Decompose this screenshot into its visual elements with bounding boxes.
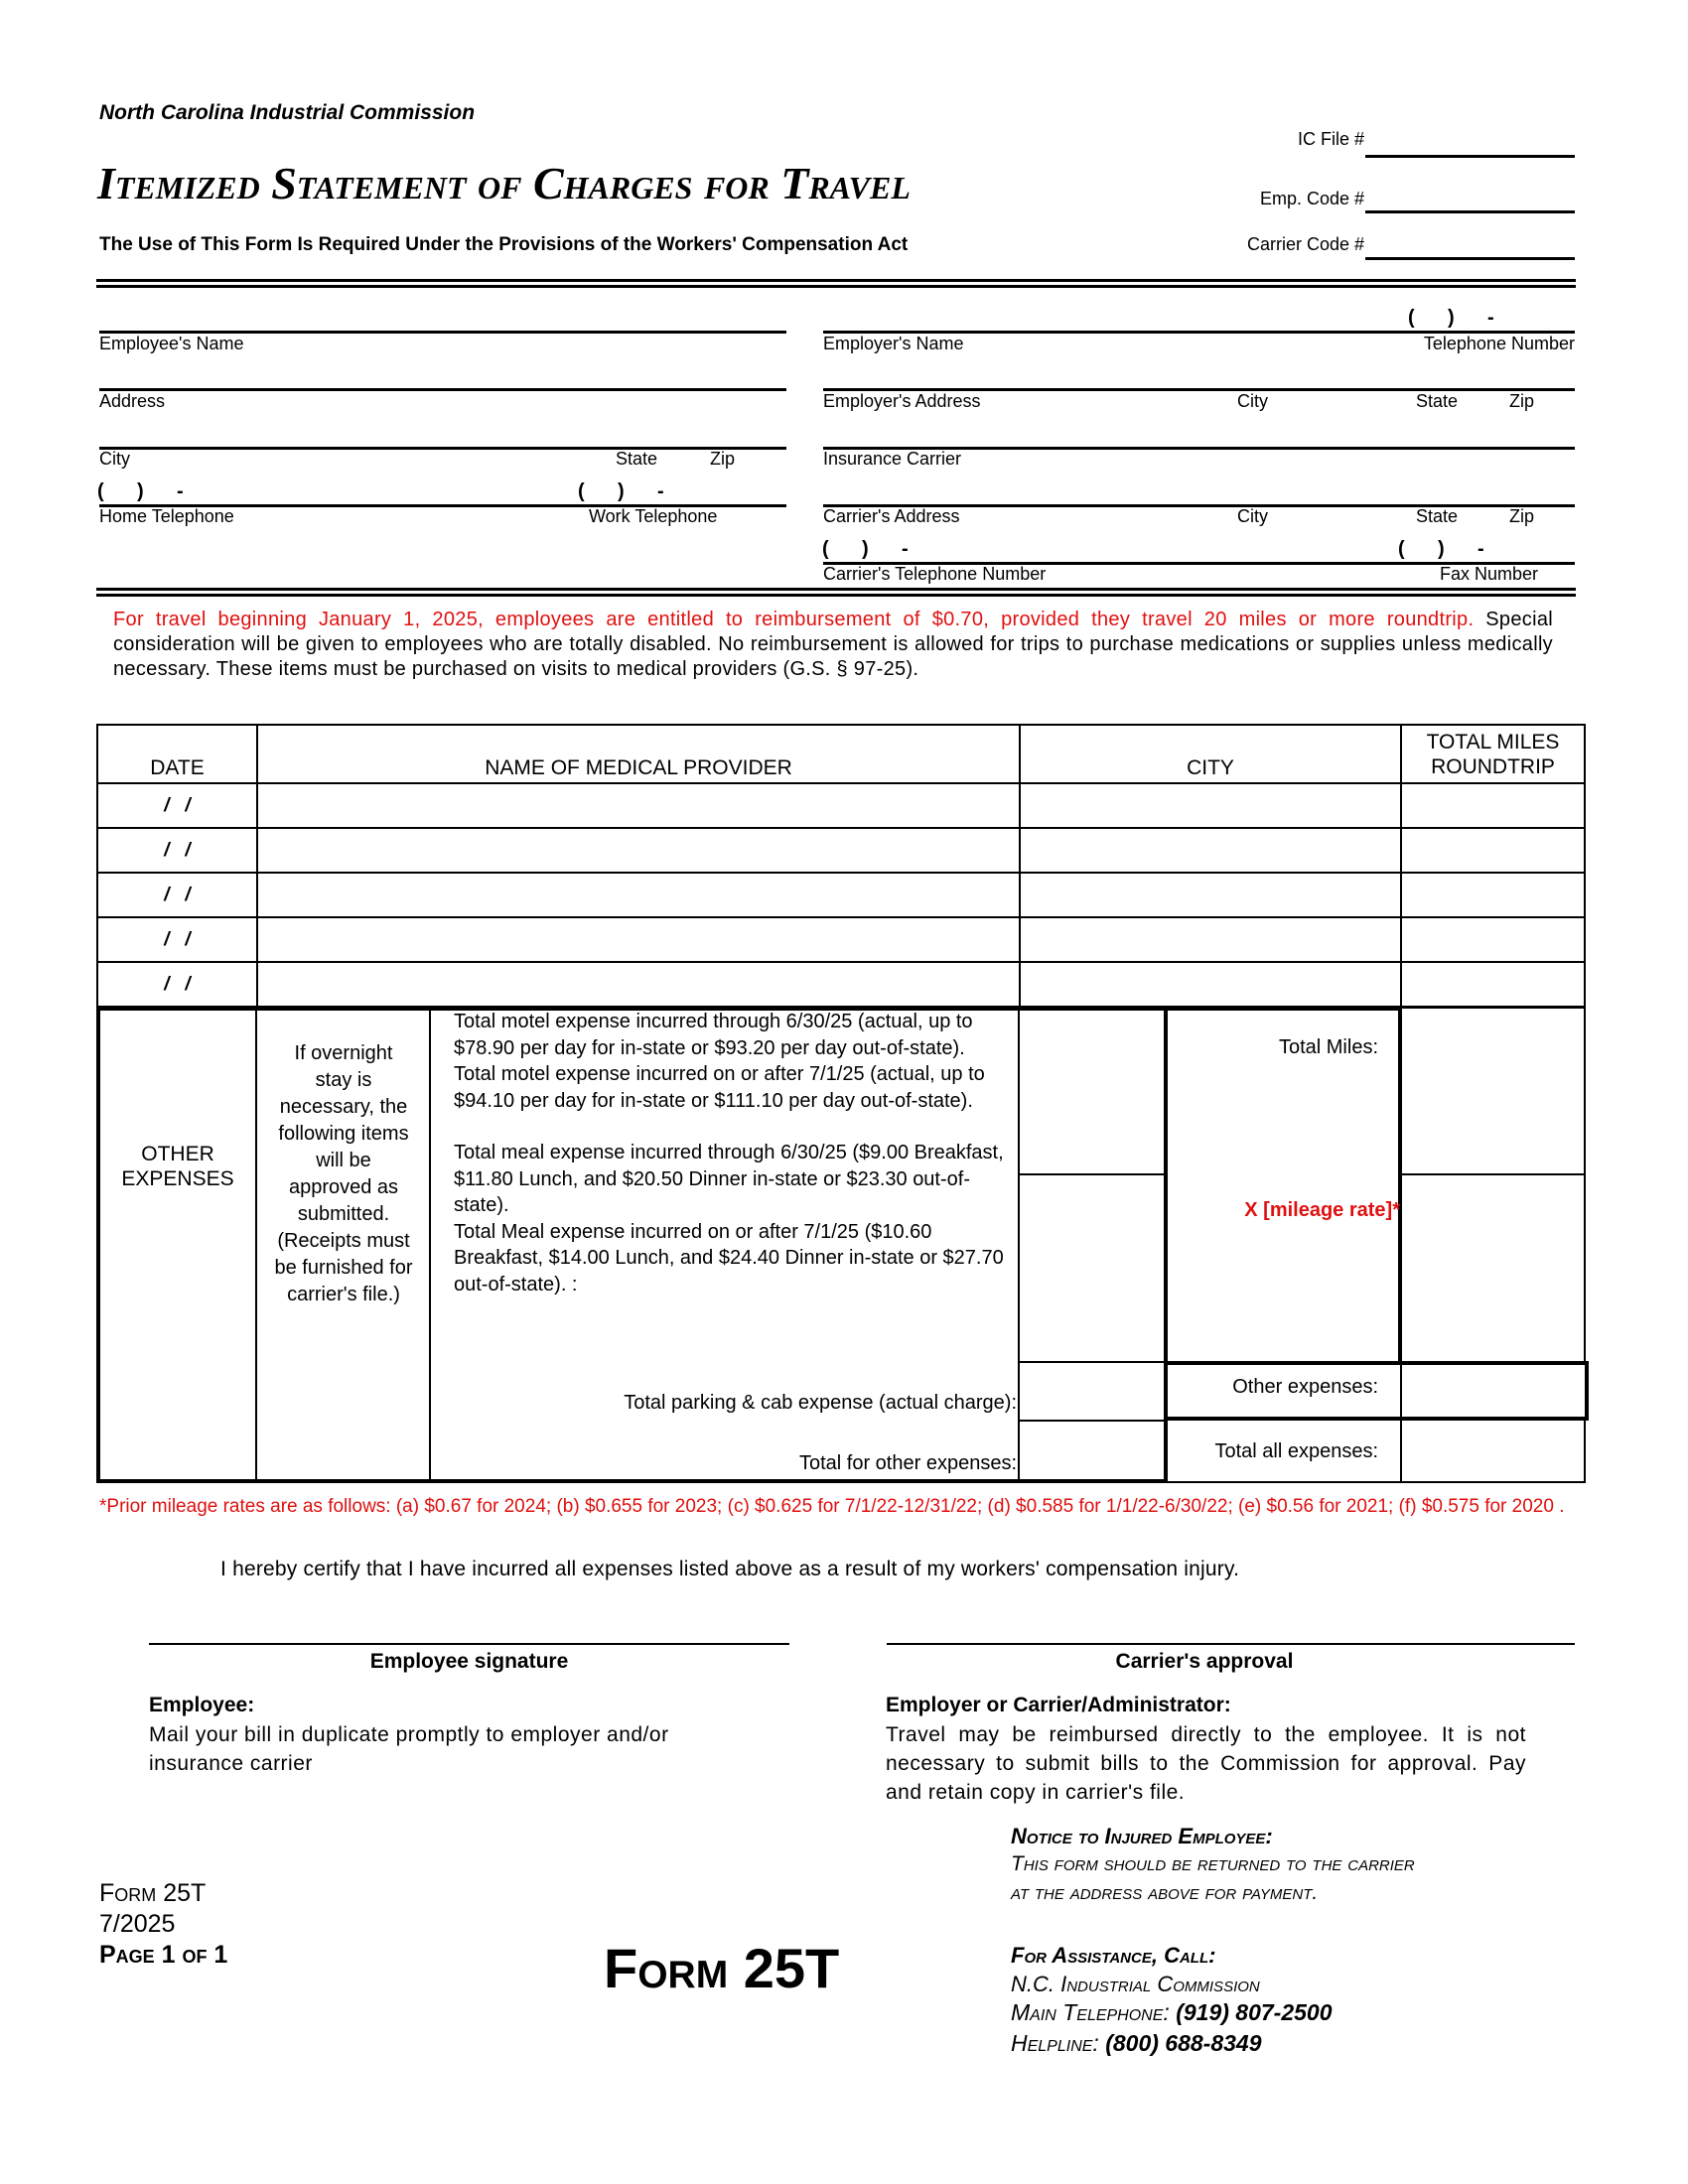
divider [96, 588, 1576, 591]
org-name: North Carolina Industrial Commission [99, 101, 476, 124]
header-city: CITY [1020, 725, 1401, 783]
reimbursement-conditions-text: Special consideration will be given to employees who are totally disabled. No reimbursement is allowed for trips to purchase medications or supplies unless medically necessary. These items must be purchased on visits to medical providers (G.S. § 97-25). [113, 609, 1553, 680]
form-number-large: Form 25T [604, 1937, 840, 1999]
header-date: DATE [97, 725, 257, 783]
reimbursement-rate-text: For travel beginning January 1, 2025, employees are entitled to reimbursement of $0.70, provided they travel 20 miles or more roundtrip. [113, 609, 1475, 630]
miles-input[interactable] [1401, 962, 1585, 1007]
carrier-zip-label: Zip [1509, 506, 1535, 526]
city-input[interactable] [1020, 783, 1401, 828]
main-telephone-label: Main Telephone: [1011, 1999, 1170, 2025]
overnight-note: If overnight stay is necessary, the following items will be approved as submitted. (Receipts must be furnished for carrier's file.) [274, 1042, 413, 1305]
page-title: Itemized Statement of Charges for Travel [97, 158, 911, 208]
total-miles-input[interactable] [1400, 1007, 1586, 1175]
total-all-label: Total all expenses: [1214, 1440, 1378, 1462]
provider-input[interactable] [257, 873, 1020, 917]
miles-input[interactable] [1401, 917, 1585, 962]
total-all-input[interactable] [1400, 1419, 1586, 1483]
employer-address-label: Employer's Address [823, 391, 981, 411]
divider [96, 285, 1576, 288]
main-telephone-number: (919) 807-2500 [1176, 1999, 1333, 2025]
employer-zip-label: Zip [1509, 391, 1535, 411]
page-number: Page 1 of 1 [99, 1941, 228, 1969]
employee-instructions-heading: Employee: [149, 1694, 255, 1716]
employer-name-label: Employer's Name [823, 334, 964, 353]
fax-number-label: Fax Number [1440, 564, 1539, 584]
carrier-approval-label: Carrier's approval [1115, 1650, 1294, 1673]
table-row [97, 783, 1585, 828]
employee-instructions: Mail your bill in duplicate promptly to employer and/or insurance carrier [149, 1723, 669, 1775]
employer-phone-mask: ( ) - [1408, 307, 1494, 329]
carrier-address-label: Carrier's Address [823, 506, 960, 526]
home-telephone-label: Home Telephone [99, 506, 234, 526]
meal-amount-input[interactable] [1018, 1173, 1168, 1363]
emp-code-input[interactable] [1365, 210, 1575, 213]
carrier-state-label: State [1416, 506, 1459, 526]
table-row [97, 828, 1585, 873]
parking-amount-input[interactable] [1018, 1361, 1168, 1422]
helpline [1011, 2030, 1262, 2057]
notice-body-2: at the address above for payment. [1011, 1881, 1319, 1904]
miles-label-box [1164, 1007, 1402, 1365]
subtitle: The Use of This Form Is Required Under the Provisions of the Workers' Compensation Act [99, 234, 909, 255]
employer-city-label: City [1237, 391, 1268, 411]
provider-input[interactable] [257, 828, 1020, 873]
employee-name-label: Employee's Name [99, 334, 244, 353]
city-input[interactable] [1020, 828, 1401, 873]
address-label: Address [99, 391, 166, 411]
other-expenses-total-input[interactable] [1400, 1361, 1586, 1421]
date-input[interactable]: / / [97, 783, 257, 828]
assistance-heading: For Assistance, Call: [1011, 1943, 1216, 1968]
table-row [97, 917, 1585, 962]
date-input[interactable]: / / [97, 962, 257, 1007]
work-telephone-label: Work Telephone [589, 506, 718, 526]
form-number: Form 25T [99, 1879, 207, 1907]
carrier-code-label: Carrier Code # [1246, 234, 1364, 254]
state-label: State [616, 449, 658, 469]
work-phone-mask: ( ) - [578, 480, 664, 502]
parking-label: Total parking & cab expense (actual charge): [624, 1392, 1017, 1414]
employee-signature-line[interactable] [149, 1643, 789, 1645]
provider-input[interactable] [257, 917, 1020, 962]
other-expenses-total-label: Other expenses: [1232, 1376, 1378, 1398]
home-phone-mask: ( ) - [97, 480, 184, 502]
employer-state-label: State [1416, 391, 1459, 411]
carrier-code-input[interactable] [1365, 257, 1575, 260]
mileage-amount-input[interactable] [1400, 1173, 1586, 1363]
address-input[interactable] [99, 388, 786, 391]
city-label: City [99, 449, 130, 469]
miles-input[interactable] [1401, 783, 1585, 828]
mileage-rate-label: X [mileage rate]* [1244, 1199, 1400, 1221]
fax-mask: ( ) - [1398, 538, 1484, 560]
ic-file-input[interactable] [1365, 155, 1575, 158]
meal-expense-1: Total meal expense incurred through 6/30/25 ($9.00 Breakfast, $11.80 Lunch, and $20.50 Dinner in-state or $23.30 out-of-state). [454, 1142, 1004, 1216]
insurance-carrier-label: Insurance Carrier [823, 449, 962, 469]
carrier-instructions-heading: Employer or Carrier/Administrator: [886, 1694, 1231, 1716]
other-expenses-label: OTHER EXPENSES [121, 1143, 234, 1190]
table-row [97, 873, 1585, 917]
employee-signature-label: Employee signature [369, 1650, 569, 1673]
carrier-phone-mask: ( ) - [822, 538, 909, 560]
prior-rates-footnote: *Prior mileage rates are as follows: (a) $0.67 for 2024; (b) $0.655 for 2023; (c) $0.625 for 7/1/22-12/31/22; (d) $0.585 for 1/1/22-6/30/22; (e) $0.56 for 2021; (f) $0.575 for 2020 . [99, 1496, 1565, 1517]
travel-table [96, 724, 1586, 1008]
main-telephone [1011, 1999, 1333, 2026]
provider-input[interactable] [257, 783, 1020, 828]
total-other-amount[interactable] [1018, 1420, 1168, 1483]
provider-input[interactable] [257, 962, 1020, 1007]
notice-body-1: This form should be returned to the carrier [1011, 1852, 1415, 1875]
telephone-number-label: Telephone Number [1423, 334, 1575, 353]
notice-heading: Notice to Injured Employee: [1011, 1824, 1273, 1848]
header-provider: NAME OF MEDICAL PROVIDER [257, 725, 1020, 783]
table-header [97, 725, 1585, 783]
reimbursement-notice [113, 608, 1553, 682]
miles-input[interactable] [1401, 873, 1585, 917]
zip-label: Zip [710, 449, 736, 469]
helpline-number: (800) 688-8349 [1105, 2030, 1262, 2056]
certification-text: I hereby certify that I have incurred all expenses listed above as a result of my workers' compensation injury. [220, 1558, 1240, 1580]
header-total-miles: TOTAL MILES ROUNDTRIP [1401, 725, 1585, 783]
form-date: 7/2025 [99, 1910, 176, 1938]
carrier-city-label: City [1237, 506, 1268, 526]
motel-expense-2: Total motel expense incurred on or after 7/1/25 (actual, up to $94.10 per day for in-state or $111.10 per day out-of-state). [454, 1063, 985, 1112]
motel-amount-input[interactable] [1018, 1007, 1168, 1175]
assistance-org: N.C. Industrial Commission [1011, 1972, 1260, 1996]
helpline-label: Helpline: [1011, 2030, 1099, 2056]
expense-descriptions [454, 1009, 1018, 1297]
date-input[interactable]: / / [97, 828, 257, 873]
carrier-instructions: Travel may be reimbursed directly to the employee. It is not necessary to submit bills to the Commission for approval. Pay and retain copy in carrier's file. [886, 1723, 1526, 1804]
total-miles-label: Total Miles: [1278, 1036, 1378, 1058]
ic-file-label: IC File # [1297, 129, 1364, 149]
city-input[interactable] [99, 447, 786, 450]
city-input[interactable] [1020, 873, 1401, 917]
carrier-telephone-label: Carrier's Telephone Number [823, 564, 1047, 584]
carrier-approval-line[interactable] [887, 1643, 1575, 1645]
city-input[interactable] [1020, 917, 1401, 962]
table-row [97, 962, 1585, 1007]
date-input[interactable]: / / [97, 873, 257, 917]
divider [96, 594, 1576, 597]
emp-code-label: Emp. Code # [1259, 189, 1364, 208]
miles-input[interactable] [1401, 828, 1585, 873]
total-other-label: Total for other expenses: [798, 1452, 1017, 1474]
motel-expense-1: Total motel expense incurred through 6/30/25 (actual, up to $78.90 per day for in-state or $93.20 per day out-of-state). [454, 1011, 973, 1059]
divider [96, 279, 1576, 282]
date-input[interactable]: / / [97, 917, 257, 962]
meal-expense-2: Total Meal expense incurred on or after 7/1/25 ($10.60 Breakfast, $14.00 Lunch, and $24.40 Dinner in-state or $27.70 out-of-state). : [454, 1220, 1004, 1296]
city-input[interactable] [1020, 962, 1401, 1007]
